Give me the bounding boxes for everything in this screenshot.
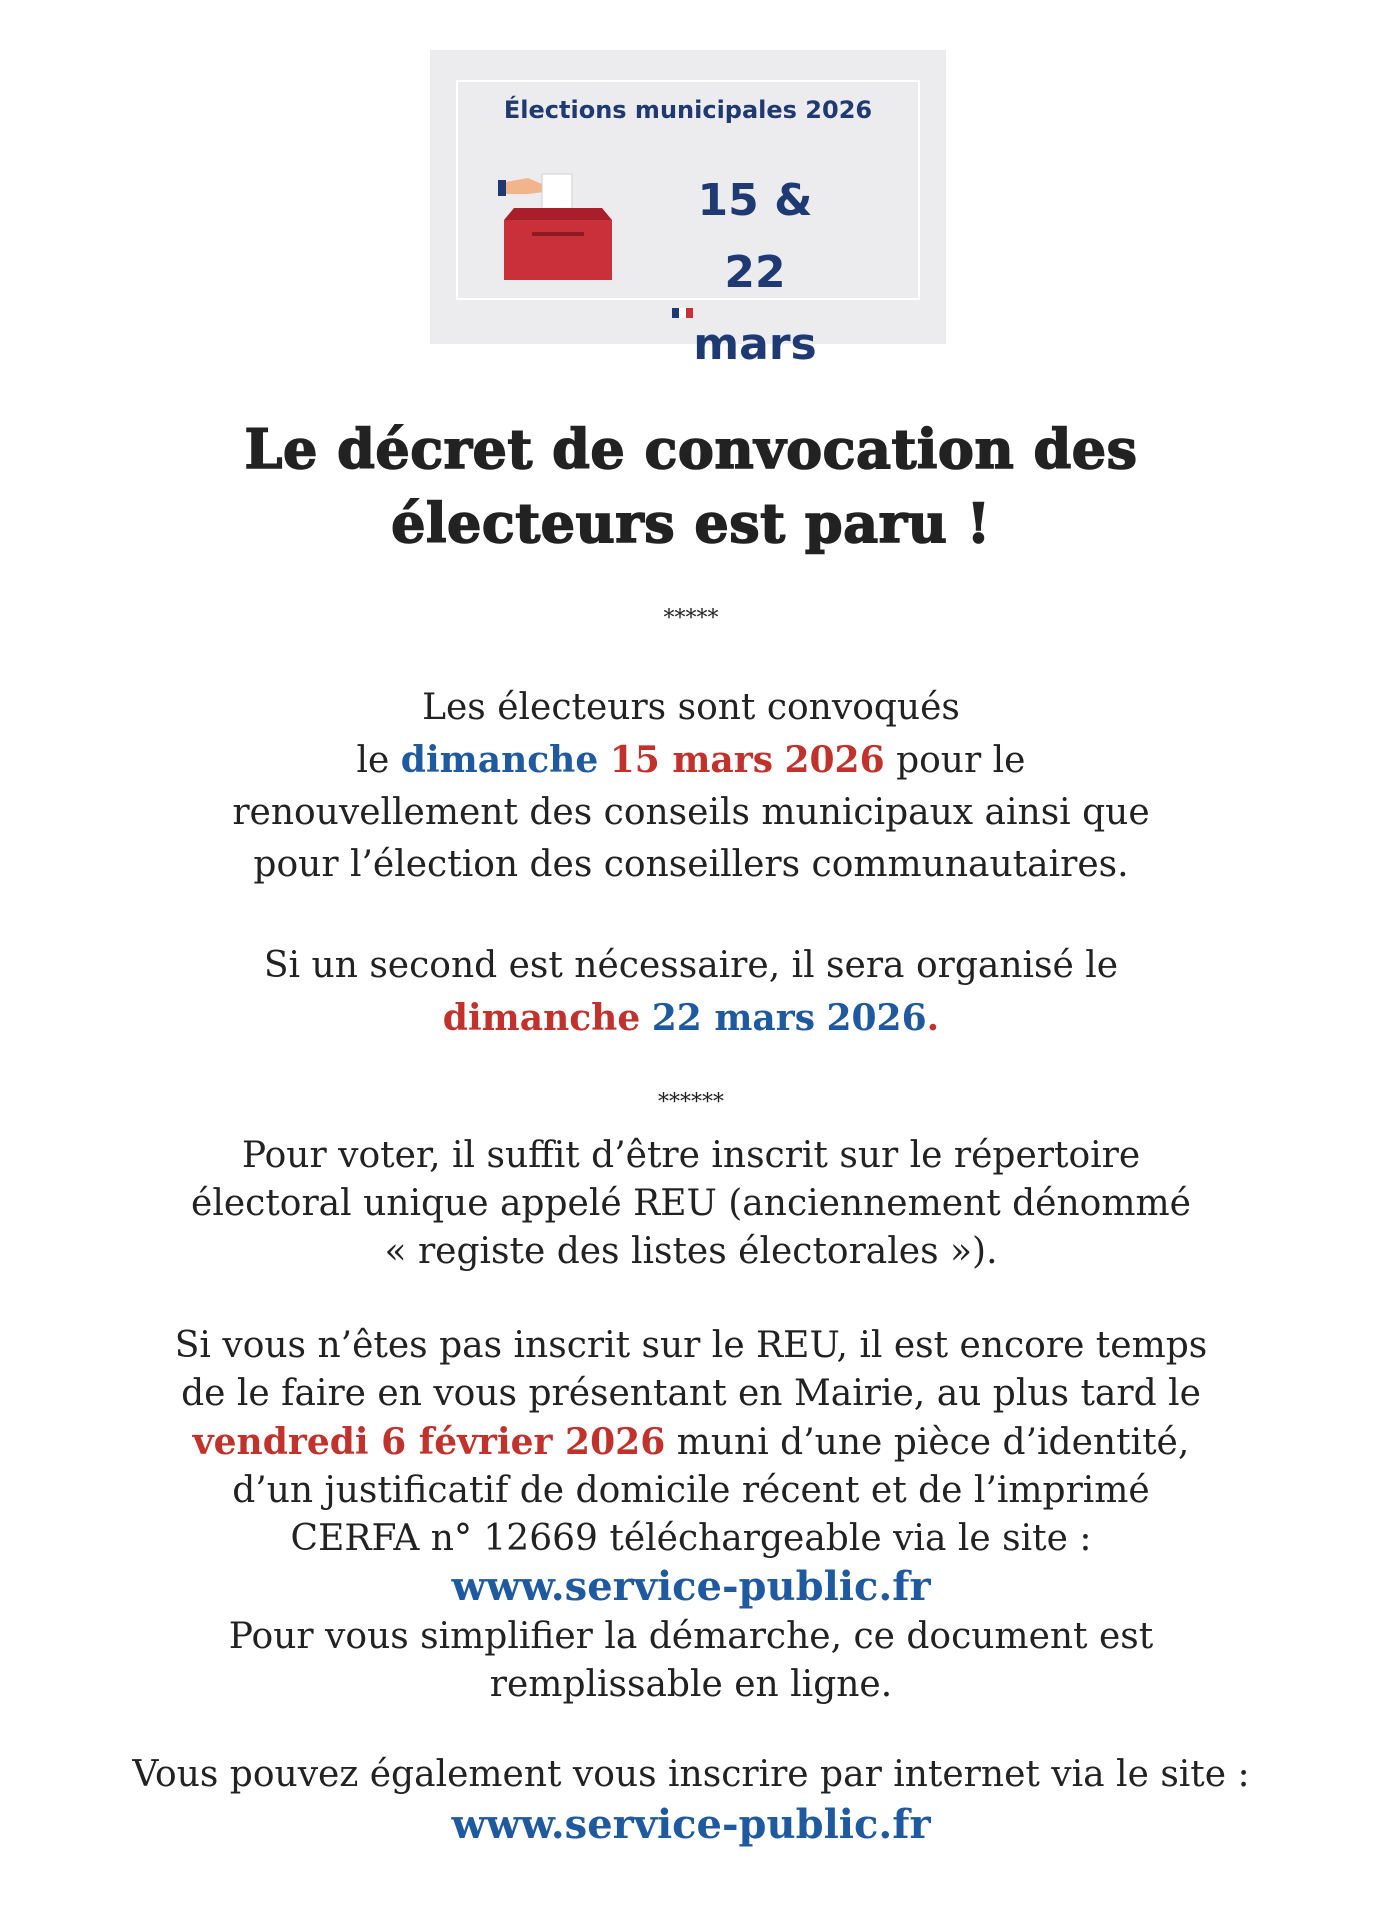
p4-line1: Si vous n’êtes pas inscrit sur le REU, il est encore temps: [174, 1325, 1208, 1366]
banner-title: Élections municipales 2026: [503, 96, 873, 124]
p1-line3: renouvellement des conseils municipaux ainsi que: [232, 792, 1150, 833]
separator-stars-2: ******: [658, 1090, 724, 1115]
p1-line2: [60, 734, 1322, 787]
second-round-year: 2026: [826, 997, 927, 1039]
french-flag-icon: [672, 308, 693, 318]
second-round-end: .: [926, 997, 940, 1039]
p2-line1: Si un second est nécessaire, il sera organisé le: [263, 945, 1119, 986]
p1-line4: pour l’élection des conseillers communautaires.: [253, 844, 1129, 885]
election-banner: [430, 50, 946, 370]
title-line1: Le décret de convocation des: [244, 417, 1138, 481]
p1-line1: Les électeurs sont convoqués: [422, 687, 960, 728]
registration-deadline: vendredi 6 février 2026: [192, 1421, 666, 1463]
online-registration-paragraph: [60, 1750, 1322, 1852]
p4-line4: d’un justificatif de domicile récent et de l’imprimé: [232, 1470, 1150, 1511]
title-line2: électeurs est paru !: [391, 491, 991, 555]
p4-line5: CERFA n° 12669 téléchargeable via le site :: [290, 1518, 1092, 1559]
first-round-year: 2026: [784, 739, 885, 781]
p4-line6: Pour vous simplifier la démarche, ce document est: [228, 1616, 1154, 1657]
second-round-paragraph: [60, 940, 1322, 1045]
ballot-box-icon: [498, 168, 618, 288]
registration-paragraph: [60, 1322, 1322, 1709]
service-public-link[interactable]: [60, 1563, 1322, 1613]
p3-line3: « registe des listes électorales »).: [384, 1231, 998, 1272]
p1-post: pour le: [884, 740, 1026, 781]
p4-line3-rest: muni d’une pièce d’identité,: [665, 1422, 1190, 1463]
p2-line2: [60, 992, 1322, 1045]
p3-line1: Pour voter, il suffit d’être inscrit sur le répertoire: [241, 1135, 1141, 1176]
p4-line7: remplissable en ligne.: [489, 1664, 893, 1705]
second-round-day: dimanche: [442, 997, 641, 1039]
first-round-date: 15 mars: [609, 739, 773, 781]
p1-pre: le: [356, 740, 401, 781]
banner-dates-line2: mars: [693, 319, 817, 370]
banner-dates: [660, 165, 850, 381]
convocation-paragraph: [60, 682, 1322, 891]
service-public-link-2[interactable]: [60, 1800, 1322, 1852]
service-public-url[interactable]: www.service-public.fr: [451, 1563, 931, 1610]
separator-stars: *****: [663, 606, 719, 631]
p4-line3: [60, 1418, 1322, 1467]
p4-line2: de le faire en vous présentant en Mairie, au plus tard le: [181, 1373, 1201, 1414]
p5-line1: Vous pouvez également vous inscrire par internet via le site :: [132, 1754, 1250, 1795]
service-public-url-2[interactable]: www.service-public.fr: [451, 1801, 931, 1848]
p3-line2: électoral unique appelé REU (anciennement dénommé: [191, 1183, 1191, 1224]
page-title: [0, 412, 1382, 560]
banner-dates-line1: 15 & 22: [697, 175, 813, 298]
reu-paragraph: [60, 1132, 1322, 1276]
first-round-day: dimanche: [400, 739, 599, 781]
second-round-date: 22 mars: [651, 997, 815, 1039]
